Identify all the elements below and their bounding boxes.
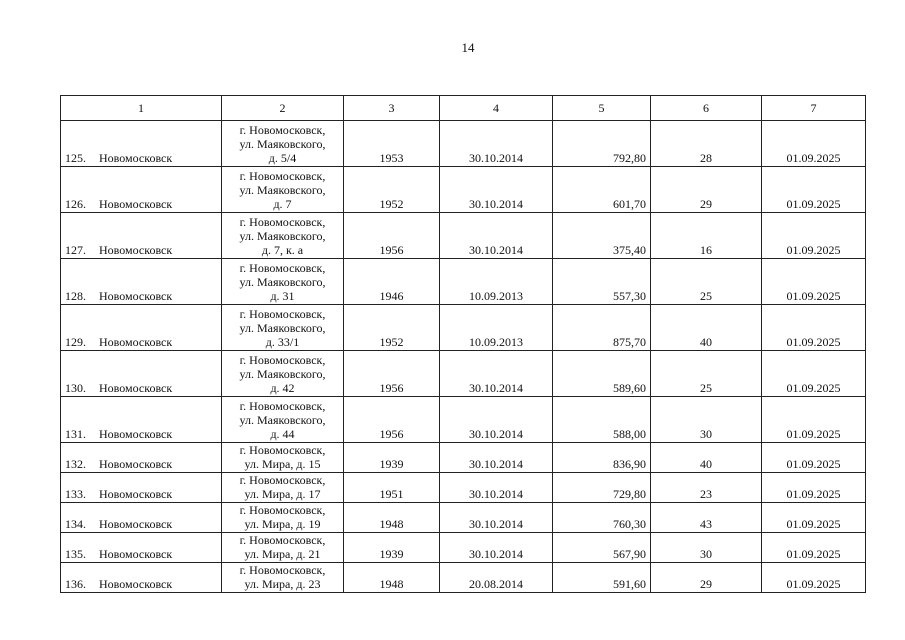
address-line: г. Новомосковск, [239, 307, 326, 321]
settlement-name: Новомосковск [99, 577, 173, 591]
row-number: 134. [65, 517, 86, 531]
row-number: 130. [65, 381, 86, 395]
settlement-cell [61, 563, 222, 593]
address-line: г. Новомосковск, [239, 169, 326, 183]
address-line: г. Новомосковск, [239, 353, 326, 367]
area-cell: 589,60 [553, 351, 651, 397]
address-cell [222, 397, 344, 443]
area-cell: 557,30 [553, 259, 651, 305]
survey-date-cell: 30.10.2014 [440, 503, 553, 533]
address-cell [222, 167, 344, 213]
planned-date-cell: 01.09.2025 [762, 503, 866, 533]
area-cell: 760,30 [553, 503, 651, 533]
address-line: ул. Маяковского, [239, 183, 326, 197]
survey-date-cell: 30.10.2014 [440, 533, 553, 563]
settlement-name: Новомосковск [99, 151, 173, 165]
address-line: ул. Маяковского, [239, 137, 326, 151]
year-cell: 1946 [344, 259, 440, 305]
address-cell [222, 503, 344, 533]
address-line: г. Новомосковск, [239, 261, 326, 275]
row-number: 128. [65, 289, 86, 303]
settlement-name: Новомосковск [99, 381, 173, 395]
address-cell [222, 305, 344, 351]
area-cell: 729,80 [553, 473, 651, 503]
row-number: 131. [65, 427, 86, 441]
settlement-cell [61, 213, 222, 259]
row-number: 127. [65, 243, 86, 257]
column-header: 1 [61, 96, 222, 121]
row-number: 136. [65, 577, 86, 591]
table-row [61, 121, 866, 167]
planned-date-cell: 01.09.2025 [762, 213, 866, 259]
table-header-row [61, 96, 866, 121]
year-cell: 1948 [344, 563, 440, 593]
settlement-name: Новомосковск [99, 547, 173, 561]
table-row [61, 397, 866, 443]
planned-date-cell: 01.09.2025 [762, 397, 866, 443]
area-cell: 601,70 [553, 167, 651, 213]
row-number: 125. [65, 151, 86, 165]
address-cell [222, 351, 344, 397]
address-line: д. 33/1 [265, 335, 300, 349]
table-row [61, 259, 866, 305]
table-body [61, 121, 866, 593]
table-row [61, 351, 866, 397]
address-line: д. 5/4 [268, 151, 297, 165]
address-cell [222, 259, 344, 305]
year-cell: 1952 [344, 305, 440, 351]
column-header: 5 [553, 96, 651, 121]
count-cell: 29 [651, 167, 762, 213]
count-cell: 43 [651, 503, 762, 533]
address-line: ул. Мира, д. 15 [244, 457, 321, 471]
planned-date-cell: 01.09.2025 [762, 259, 866, 305]
survey-date-cell: 30.10.2014 [440, 397, 553, 443]
row-number: 126. [65, 197, 86, 211]
address-line: г. Новомосковск, [239, 533, 326, 547]
area-cell: 875,70 [553, 305, 651, 351]
settlement-name: Новомосковск [99, 517, 173, 531]
address-line: ул. Маяковского, [239, 321, 326, 335]
address-line: д. 44 [270, 427, 295, 441]
survey-date-cell: 30.10.2014 [440, 121, 553, 167]
survey-date-cell: 30.10.2014 [440, 351, 553, 397]
settlement-name: Новомосковск [99, 197, 173, 211]
address-cell [222, 443, 344, 473]
address-line: ул. Маяковского, [239, 413, 326, 427]
address-line: ул. Мира, д. 17 [244, 487, 321, 501]
area-cell: 792,80 [553, 121, 651, 167]
table-row [61, 533, 866, 563]
settlement-cell [61, 351, 222, 397]
address-line: г. Новомосковск, [239, 443, 326, 457]
count-cell: 25 [651, 259, 762, 305]
planned-date-cell: 01.09.2025 [762, 533, 866, 563]
address-line: ул. Маяковского, [239, 229, 326, 243]
address-line: г. Новомосковск, [239, 123, 326, 137]
planned-date-cell: 01.09.2025 [762, 473, 866, 503]
address-line: д. 7 [273, 197, 292, 211]
settlement-cell [61, 121, 222, 167]
planned-date-cell: 01.09.2025 [762, 305, 866, 351]
table-row [61, 563, 866, 593]
settlement-name: Новомосковск [99, 487, 173, 501]
settlement-cell [61, 473, 222, 503]
table-row [61, 503, 866, 533]
area-cell: 591,60 [553, 563, 651, 593]
settlement-cell [61, 167, 222, 213]
count-cell: 30 [651, 397, 762, 443]
column-header: 4 [440, 96, 553, 121]
column-header: 6 [651, 96, 762, 121]
table-row [61, 167, 866, 213]
planned-date-cell: 01.09.2025 [762, 443, 866, 473]
address-line: д. 42 [270, 381, 295, 395]
row-number: 129. [65, 335, 86, 349]
row-number: 132. [65, 457, 86, 471]
planned-date-cell: 01.09.2025 [762, 351, 866, 397]
count-cell: 16 [651, 213, 762, 259]
planned-date-cell: 01.09.2025 [762, 121, 866, 167]
settlement-cell [61, 503, 222, 533]
address-cell [222, 533, 344, 563]
survey-date-cell: 10.09.2013 [440, 305, 553, 351]
address-line: г. Новомосковск, [239, 399, 326, 413]
area-cell: 567,90 [553, 533, 651, 563]
column-header: 7 [762, 96, 866, 121]
year-cell: 1939 [344, 533, 440, 563]
address-line: ул. Мира, д. 21 [244, 547, 321, 561]
address-line: ул. Мира, д. 19 [244, 517, 321, 531]
area-cell: 588,00 [553, 397, 651, 443]
planned-date-cell: 01.09.2025 [762, 167, 866, 213]
table-row [61, 213, 866, 259]
settlement-cell [61, 443, 222, 473]
settlement-name: Новомосковск [99, 457, 173, 471]
year-cell: 1956 [344, 397, 440, 443]
year-cell: 1948 [344, 503, 440, 533]
column-header: 3 [344, 96, 440, 121]
count-cell: 40 [651, 305, 762, 351]
count-cell: 29 [651, 563, 762, 593]
row-number: 135. [65, 547, 86, 561]
count-cell: 25 [651, 351, 762, 397]
address-line: г. Новомосковск, [239, 563, 326, 577]
survey-date-cell: 30.10.2014 [440, 443, 553, 473]
settlement-cell [61, 259, 222, 305]
year-cell: 1956 [344, 213, 440, 259]
address-line: г. Новомосковск, [239, 503, 326, 517]
count-cell: 23 [651, 473, 762, 503]
address-line: ул. Маяковского, [239, 367, 326, 381]
year-cell: 1953 [344, 121, 440, 167]
year-cell: 1956 [344, 351, 440, 397]
address-line: г. Новомосковск, [239, 473, 326, 487]
settlement-cell [61, 397, 222, 443]
survey-date-cell: 30.10.2014 [440, 473, 553, 503]
row-number: 133. [65, 487, 86, 501]
planned-date-cell: 01.09.2025 [762, 563, 866, 593]
count-cell: 28 [651, 121, 762, 167]
survey-date-cell: 30.10.2014 [440, 213, 553, 259]
count-cell: 40 [651, 443, 762, 473]
column-header: 2 [222, 96, 344, 121]
survey-date-cell: 30.10.2014 [440, 167, 553, 213]
year-cell: 1952 [344, 167, 440, 213]
area-cell: 375,40 [553, 213, 651, 259]
settlement-cell [61, 305, 222, 351]
address-line: д. 7, к. а [261, 243, 304, 257]
count-cell: 30 [651, 533, 762, 563]
settlement-cell [61, 533, 222, 563]
housing-registry-table [60, 95, 866, 593]
year-cell: 1951 [344, 473, 440, 503]
address-line: д. 31 [270, 289, 295, 303]
settlement-name: Новомосковск [99, 335, 173, 349]
address-line: ул. Маяковского, [239, 275, 326, 289]
address-line: г. Новомосковск, [239, 215, 326, 229]
table-row [61, 305, 866, 351]
settlement-name: Новомосковск [99, 289, 173, 303]
address-cell [222, 121, 344, 167]
address-cell [222, 473, 344, 503]
survey-date-cell: 20.08.2014 [440, 563, 553, 593]
settlement-name: Новомосковск [99, 427, 173, 441]
area-cell: 836,90 [553, 443, 651, 473]
page-number: 14 [461, 40, 475, 55]
address-cell [222, 563, 344, 593]
address-line: ул. Мира, д. 23 [244, 577, 321, 591]
table-row [61, 443, 866, 473]
settlement-name: Новомосковск [99, 243, 173, 257]
table-row [61, 473, 866, 503]
year-cell: 1939 [344, 443, 440, 473]
survey-date-cell: 10.09.2013 [440, 259, 553, 305]
address-cell [222, 213, 344, 259]
